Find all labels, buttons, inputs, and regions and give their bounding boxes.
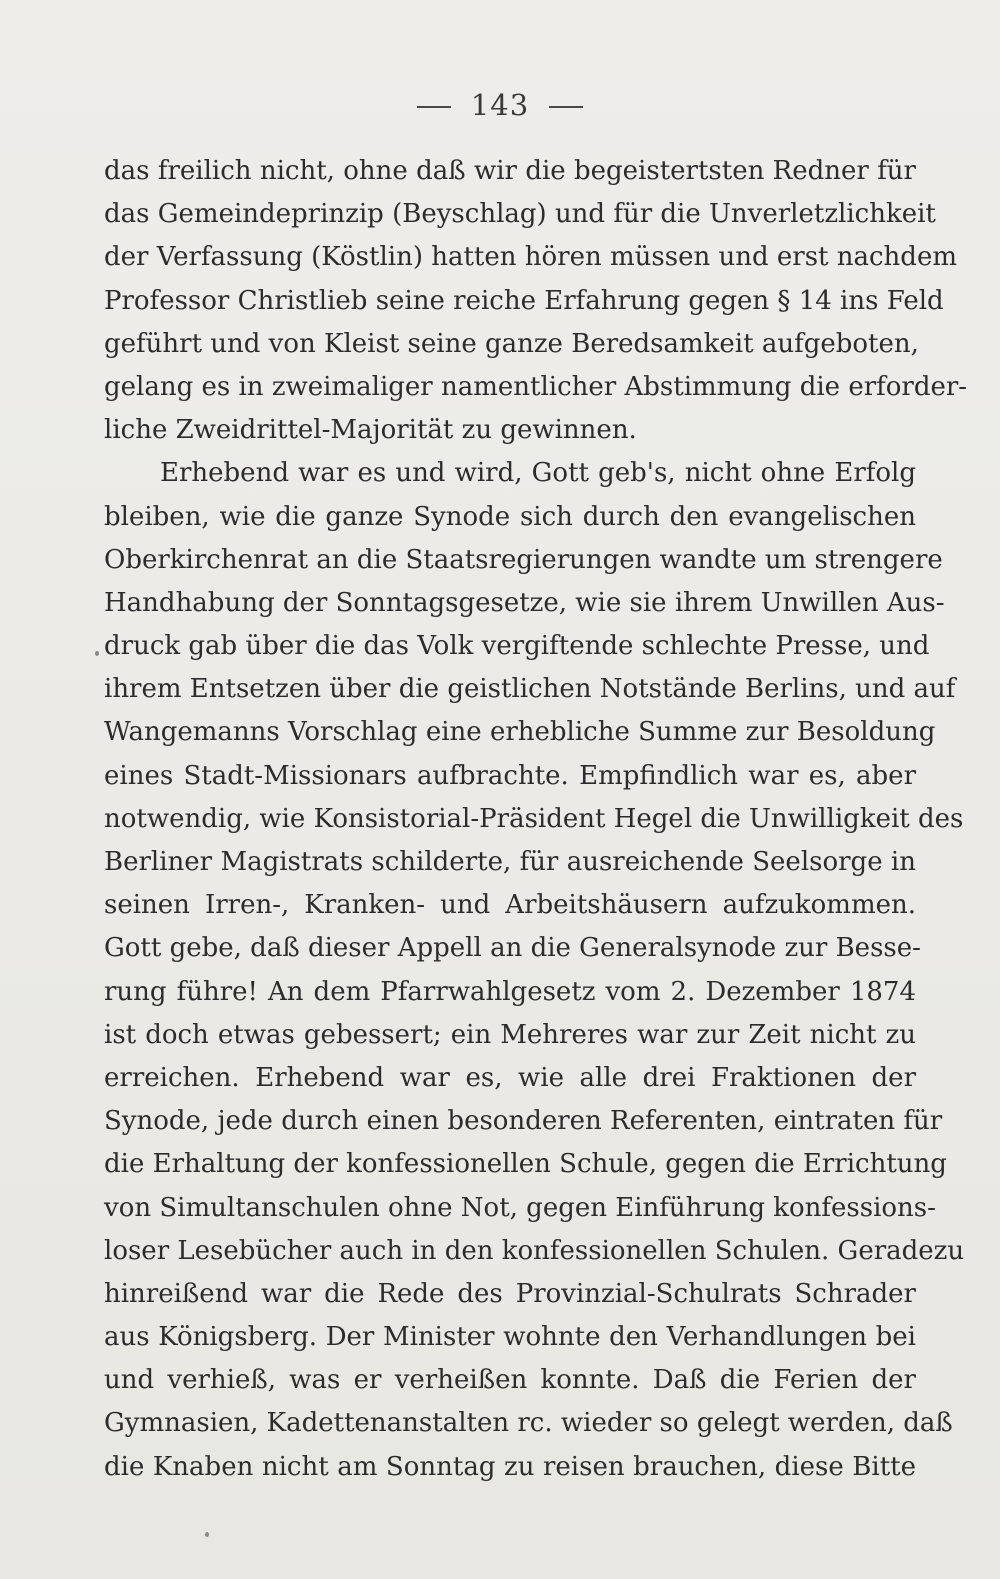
text-line: die Erhaltung der konfessionellen Schule, gegen die Errichtung [104,1149,947,1180]
text-line: Oberkirchenrat an die Staatsregierungen wandte um strengere [104,544,943,575]
text-line: von Simultanschulen ohne Not, gegen Einführung konfessions- [104,1192,936,1223]
text-line: der Verfassung (Köstlin) hatten hören müssen und erst nachdem [104,242,957,273]
body-text [104,150,968,1489]
text-line: das freilich nicht, ohne daß wir die begeistertsten Redner für [104,156,916,186]
text-line: und verhieß, was er verheißen konnte. Daß die Ferien der [104,1365,916,1396]
text-line: erreichen. Erhebend war es, wie alle drei Fraktionen der [104,1062,916,1093]
text-line: notwendig, wie Konsistorial-Präsident Hegel die Unwilligkeit des [104,803,964,834]
page-number-header [0,88,1000,122]
text-line: liche Zweidrittel-Majorität zu gewinnen. [104,415,637,446]
left-dash [417,106,451,108]
text-line: Handhabung der Sonntagsgesetze, wie sie ihrem Unwillen Aus- [104,587,945,618]
text-line: hinreißend war die Rede des Provinzial-Schulrats Schrader [104,1278,916,1309]
text-line: aus Königsberg. Der Minister wohnte den Verhandlungen bei [104,1322,916,1353]
page-number: 143 [470,88,530,122]
text-line: gelang es in zweimaliger namentlicher Abstimmung die erforder- [104,371,968,402]
right-dash [549,106,583,108]
text-line: Gott gebe, daß dieser Appell an die Generalsynode zur Besse- [104,933,921,964]
text-line: Gymnasien, Kadettenanstalten rc. wieder so gelegt werden, daß [104,1408,953,1439]
text-line: geführt und von Kleist seine ganze Beredsamkeit aufgeboten, [104,328,919,359]
text-line: Professor Christlieb seine reiche Erfahrung gegen § 14 ins Feld [104,285,944,316]
text-line: ist doch etwas gebessert; ein Mehreres war zur Zeit nicht zu [104,1019,916,1050]
text-line: druck gab über die das Volk vergiftende schlechte Presse, und [104,631,930,662]
text-line: loser Lesebücher auch in den konfessionellen Schulen. Geradezu [104,1235,965,1266]
text-line: eines Stadt-Missionars aufbrachte. Empfindlich war es, aber [104,760,916,791]
text-line: Erhebend war es und wird, Gott geb's, nicht ohne Erfolg [160,458,916,489]
paper-speck [205,1532,209,1537]
text-line: Berliner Magistrats schilderte, für ausreichende Seelsorge in [104,847,916,877]
text-line: bleiben, wie die ganze Synode sich durch den evangelischen [104,501,916,532]
text-line: das Gemeindeprinzip (Beyschlag) und für die Unverletzlichkeit [104,199,936,230]
text-line: Wangemanns Vorschlag eine erhebliche Summe zur Besoldung [104,717,936,748]
text-line: rung führe! An dem Pfarrwahlgesetz vom 2. Dezember 1874 [104,976,916,1007]
text-line: Synode, jede durch einen besonderen Referenten, eintraten für [104,1106,943,1137]
text-line: seinen Irren-, Kranken- und Arbeitshäusern aufzukommen. [104,890,916,921]
paper-speck [95,651,99,656]
text-line: die Knaben nicht am Sonntag zu reisen brauchen, diese Bitte [104,1451,916,1482]
text-line: ihrem Entsetzen über die geistlichen Notstände Berlins, und auf [104,674,956,705]
